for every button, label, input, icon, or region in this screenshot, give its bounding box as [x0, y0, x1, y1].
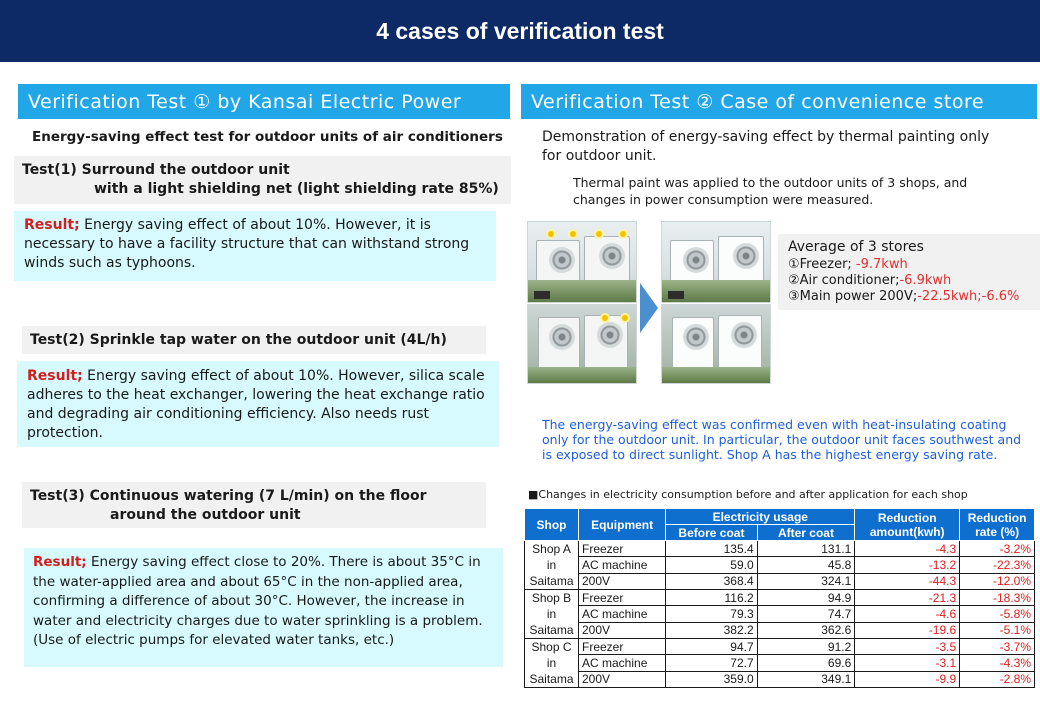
- before-cell: 368.4: [666, 573, 757, 589]
- average-title: Average of 3 stores: [788, 239, 924, 255]
- shop-cell: [525, 541, 579, 590]
- equipment-cell: 200V: [579, 573, 666, 589]
- after-cell: 74.7: [757, 606, 855, 622]
- rate-cell: -2.8%: [960, 671, 1035, 687]
- before-cell: 59.0: [666, 557, 757, 573]
- shop-name: Shop C: [531, 640, 572, 654]
- section-header-kansai: Verification Test ① by Kansai Electric Power: [18, 84, 510, 119]
- amount-cell: -9.9: [855, 671, 960, 687]
- shop-in: in: [546, 558, 557, 572]
- average-value: -9.7kwh: [855, 257, 908, 272]
- amount-cell: -4.3: [855, 541, 960, 557]
- header-after: After coat: [757, 525, 855, 541]
- equipment-cell: Freezer: [579, 639, 666, 655]
- shop-in: in: [546, 607, 557, 621]
- table-row: [525, 541, 1035, 557]
- after-cell: 131.1: [757, 541, 855, 557]
- amount-cell: -13.2: [855, 557, 960, 573]
- rate-cell: -18.3%: [960, 590, 1035, 606]
- average-value: -6.9kwh: [899, 273, 952, 288]
- right-intro: Demonstration of energy-saving effect by thermal painting only for outdoor unit.: [542, 129, 990, 164]
- arrow-right-icon: [640, 283, 658, 333]
- test-3-line1: Test(3) Continuous watering (7 L/min) on the floor: [30, 488, 427, 504]
- header-shop: Shop: [525, 509, 579, 541]
- table-row: [525, 573, 1035, 589]
- left-subtitle: Energy-saving effect test for outdoor units of air conditioners: [32, 129, 503, 145]
- equipment-cell: Freezer: [579, 590, 666, 606]
- shop-cell: [525, 590, 579, 639]
- header-equipment: Equipment: [579, 509, 666, 541]
- electricity-table: [524, 508, 1035, 688]
- average-box: [778, 234, 1040, 310]
- test-3-box: [22, 482, 486, 528]
- test-1-box: [14, 156, 511, 204]
- result-1-text: Energy saving effect of about 10%. However, it is necessary to have a facility structure that can withstand strong winds such as typhoons.: [24, 217, 470, 271]
- test-2-box: [22, 326, 486, 354]
- amount-cell: -19.6: [855, 622, 960, 638]
- equipment-cell: AC machine: [579, 655, 666, 671]
- shop-in: in: [546, 656, 557, 670]
- before-cell: 116.2: [666, 590, 757, 606]
- rate-cell: -5.8%: [960, 606, 1035, 622]
- rate-cell: -4.3%: [960, 655, 1035, 671]
- photo-before-bottom: [527, 304, 637, 384]
- before-cell: 382.2: [666, 622, 757, 638]
- before-cell: 94.7: [666, 639, 757, 655]
- test-1-line2: with a light shielding net (light shielding rate 85%): [94, 181, 499, 197]
- result-2-label: Result;: [27, 368, 83, 384]
- before-cell: 79.3: [666, 606, 757, 622]
- average-label: ③Main power 200V;: [788, 289, 918, 304]
- shop-name: Shop B: [531, 591, 572, 605]
- result-1-label: Result;: [24, 217, 80, 233]
- average-label: ①Freezer;: [788, 257, 856, 272]
- average-value: -22.5kwh;-6.6%: [917, 289, 1020, 304]
- average-label: ②Air conditioner;: [788, 273, 900, 288]
- header-reduction-rate: Reduction rate (%): [960, 509, 1035, 541]
- shop-location: Saitama: [529, 574, 574, 588]
- before-cell: 135.4: [666, 541, 757, 557]
- rate-cell: -3.7%: [960, 639, 1035, 655]
- table-caption: ■Changes in electricity consumption before and after application for each shop: [528, 488, 968, 501]
- equipment-cell: 200V: [579, 671, 666, 687]
- amount-cell: -21.3: [855, 590, 960, 606]
- result-1-box: [14, 211, 496, 281]
- test-1-line1: Test(1) Surround the outdoor unit: [22, 162, 290, 178]
- result-3-label: Result;: [33, 554, 87, 570]
- result-2-box: [17, 361, 499, 447]
- rate-cell: -5.1%: [960, 622, 1035, 638]
- after-cell: 94.9: [757, 590, 855, 606]
- section-header-convenience-store: Verification Test ② Case of convenience store: [521, 84, 1037, 119]
- table-row: [525, 671, 1035, 687]
- photo-after-bottom: [661, 304, 771, 384]
- before-cell: 72.7: [666, 655, 757, 671]
- test-2-line1: Test(2) Sprinkle tap water on the outdoor unit (4L/h): [30, 332, 447, 348]
- equipment-cell: AC machine: [579, 606, 666, 622]
- rate-cell: -12.0%: [960, 573, 1035, 589]
- average-item-freezer: [788, 257, 1030, 273]
- result-3-box: [24, 548, 503, 667]
- table-row: [525, 590, 1035, 606]
- amount-cell: -3.5: [855, 639, 960, 655]
- amount-cell: -4.6: [855, 606, 960, 622]
- table-row: [525, 606, 1035, 622]
- average-item-main-power: [788, 289, 1030, 305]
- result-2-text: Energy saving effect of about 10%. However, silica scale adheres to the heat exchanger, lowering the heat exchange ratio and degrading air conditioning efficiency. Also needs rust protection.: [27, 368, 485, 441]
- table-row: [525, 655, 1035, 671]
- table-row: [525, 639, 1035, 655]
- after-cell: 69.6: [757, 655, 855, 671]
- header-reduction-amount: Reduction amount(kwh): [855, 509, 960, 541]
- photo-before-top: [527, 221, 637, 303]
- after-cell: 324.1: [757, 573, 855, 589]
- average-item-ac: [788, 273, 1030, 289]
- after-cell: 362.6: [757, 622, 855, 638]
- rate-cell: -3.2%: [960, 541, 1035, 557]
- shop-name: Shop A: [532, 542, 571, 556]
- header-before: Before coat: [666, 525, 757, 541]
- equipment-cell: Freezer: [579, 541, 666, 557]
- equipment-cell: AC machine: [579, 557, 666, 573]
- shop-cell: [525, 639, 579, 688]
- table-row: [525, 557, 1035, 573]
- table-row: [525, 622, 1035, 638]
- before-cell: 359.0: [666, 671, 757, 687]
- rate-cell: -22.3%: [960, 557, 1035, 573]
- photo-after-top: [661, 221, 771, 303]
- after-cell: 91.2: [757, 639, 855, 655]
- after-cell: 45.8: [757, 557, 855, 573]
- header-usage: Electricity usage: [666, 509, 855, 525]
- result-3-text: Energy saving effect close to 20%. There is about 35°C in the water-applied area and about 65°C in the non-applied area, confirming a difference of about 30°C. However, the increase in water and electricity charges due to water sprinkling is a problem. (Use of electric pumps for elevated water tanks, etc.): [33, 554, 483, 648]
- amount-cell: -44.3: [855, 573, 960, 589]
- right-conclusion: The energy-saving effect was confirmed even with heat-insulating coating only for the outdoor unit. In particular, the outdoor unit faces southwest and is exposed to direct sunlight. Shop A has the highest energy saving rate.: [542, 417, 1022, 462]
- page-title: 4 cases of verification test: [0, 0, 1040, 62]
- right-note: Thermal paint was applied to the outdoor units of 3 shops, and changes in power consumption were measured.: [573, 175, 968, 207]
- amount-cell: -3.1: [855, 655, 960, 671]
- after-cell: 349.1: [757, 671, 855, 687]
- test-3-line2: around the outdoor unit: [110, 507, 301, 523]
- equipment-cell: 200V: [579, 622, 666, 638]
- shop-location: Saitama: [529, 672, 574, 686]
- shop-location: Saitama: [529, 623, 574, 637]
